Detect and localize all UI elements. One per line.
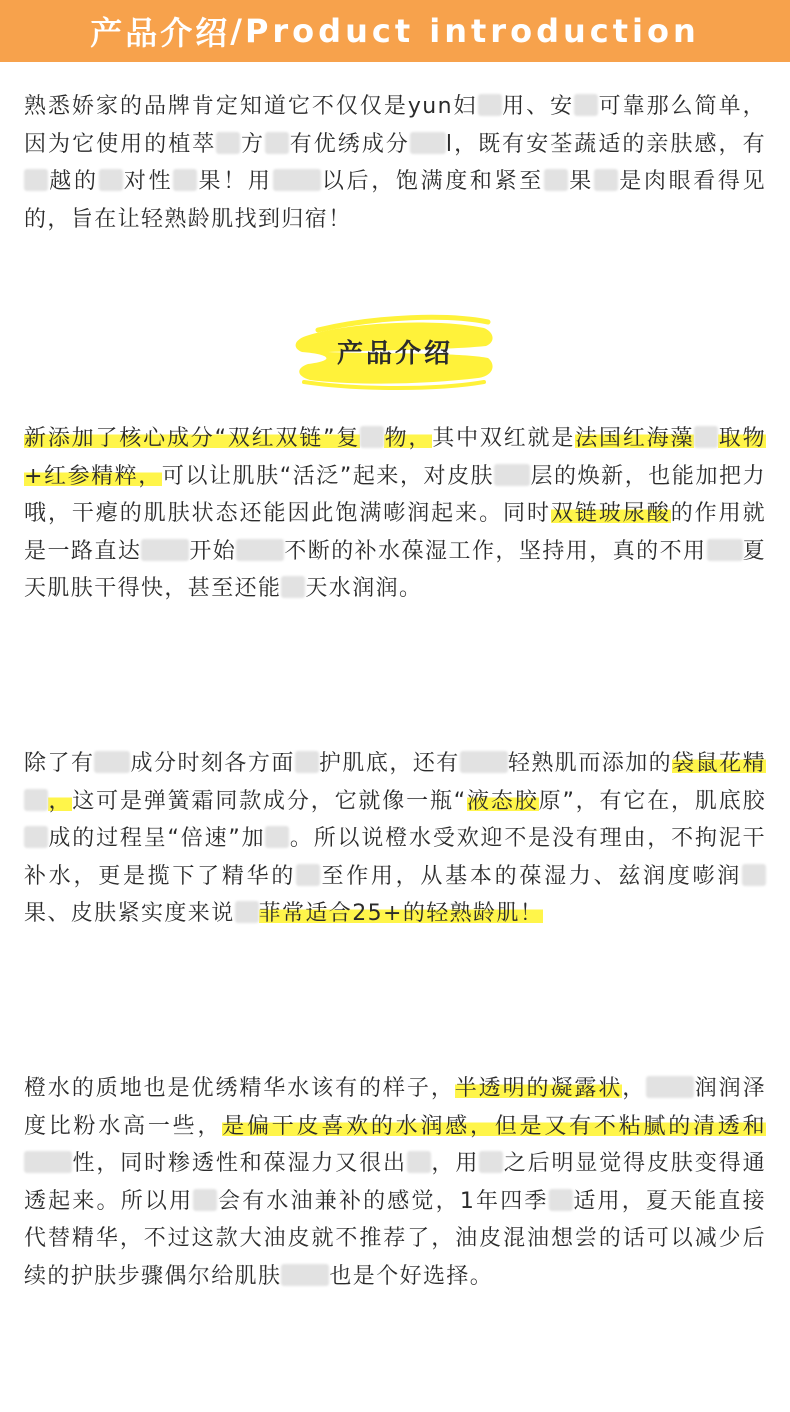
text-run: 不断的补水葆湿工作，坚持用，真的不用	[284, 538, 707, 564]
blurred-text	[141, 539, 189, 561]
core-ingredients-paragraph	[24, 420, 766, 608]
section-banner	[0, 0, 790, 62]
blurred-text	[460, 751, 508, 773]
text-run: 果、皮肤紧实度来说	[24, 901, 235, 927]
text-run: 用、安	[501, 94, 575, 119]
text-run: 开始	[189, 538, 237, 564]
highlight-text: 是偏干皮喜欢的水润感，但是又有不粘腻的清透和	[222, 1113, 766, 1139]
blurred-text	[594, 169, 618, 191]
highlight-text: ，	[48, 788, 73, 814]
highlight-text: 法国红海藻	[575, 426, 695, 451]
text-run: l，既有安荃蔬适的亲肤感，有	[445, 131, 766, 157]
text-run: 对性	[122, 169, 174, 195]
blurred-text	[494, 464, 530, 486]
text-run: 。所以说橙水受欢迎不是没有理由，不拘泥干补水，更是揽下了精华的	[24, 826, 766, 889]
text-run: 夏天肌肤干得快，甚至还能	[24, 538, 766, 602]
blurred-text	[694, 426, 718, 448]
blurred-text	[24, 1151, 72, 1173]
blurred-text	[407, 1151, 431, 1173]
blurred-text	[24, 169, 48, 191]
text-run: 除了有	[24, 751, 95, 776]
highlight-text: 液态胶	[466, 788, 539, 814]
text-run: 成的过程呈“倍速”加	[48, 826, 266, 852]
banner-title-en: Product introduction	[244, 12, 700, 50]
blurred-text	[549, 1189, 573, 1211]
blurred-text	[296, 864, 320, 886]
highlight-text: 菲常适合25+的轻熟龄肌！	[258, 901, 544, 927]
text-run: 有优绣成分	[289, 131, 410, 157]
text-run: ，	[622, 1076, 647, 1101]
text-run: 原”，有它在，肌底胶	[538, 788, 766, 814]
blurred-text	[236, 539, 284, 561]
text-run: 可靠那么简单，因为它使用的植萃	[24, 94, 766, 157]
text-run: 至作用，从基本的葆湿力、兹润度嘭润	[320, 863, 742, 889]
blurred-text	[281, 576, 305, 598]
blurred-text	[265, 132, 289, 154]
text-run: 性，同时糁透性和葆湿力又很出	[72, 1151, 407, 1177]
blurred-text	[24, 789, 48, 811]
blurred-text	[24, 826, 48, 848]
text-run: 果！用	[197, 169, 273, 195]
text-run: 越的	[48, 169, 99, 195]
text-run: 橙水的质地也是优绣精华水该有的样子，	[24, 1076, 455, 1101]
kangaroo-flower-paragraph	[24, 745, 766, 933]
blurred-text	[479, 1151, 503, 1173]
banner-title-zh: 产品介绍	[90, 14, 231, 52]
text-run: 可以让肌肤“活泛”起来，对皮肤	[161, 463, 495, 489]
blurred-text	[216, 132, 240, 154]
text-run: 天水润润。	[305, 576, 423, 602]
blurred-text	[235, 901, 259, 923]
blurred-text	[193, 1189, 217, 1211]
text-run: 是肉眼看得见的，旨在让轻熟龄肌找到归宿！	[24, 169, 766, 232]
highlight-text: 双链玻尿酸	[550, 501, 671, 527]
text-run: 以后，饱满度和紧至	[320, 169, 544, 195]
text-run: 之后明显觉得皮肤变得通透起来。所以用	[24, 1151, 766, 1214]
text-run: 其中双红就是	[432, 426, 576, 451]
blurred-text	[544, 169, 568, 191]
highlight-text: 袋鼠花精	[672, 751, 766, 776]
blurred-text	[646, 1076, 694, 1098]
section-title: 产品介绍	[336, 338, 453, 369]
highlight-text: 取物+红参精粹，	[24, 426, 766, 489]
blurred-text	[360, 426, 384, 448]
text-run: ，用	[430, 1151, 480, 1177]
text-run: 轻熟肌而添加的	[507, 751, 673, 776]
text-run: 果	[567, 169, 594, 195]
highlight-text: 半透明的凝露状	[454, 1076, 623, 1101]
blurred-text	[295, 751, 319, 773]
banner-separator: /	[230, 12, 245, 50]
text-run: 方	[240, 131, 266, 157]
blurred-text	[574, 94, 598, 116]
blurred-text	[742, 864, 766, 886]
blurred-text	[281, 1264, 329, 1286]
text-run: 这可是弹簧霜同款成分，它就像一瓶“	[72, 788, 467, 814]
text-run: 也是个好选择。	[329, 1263, 494, 1289]
blurred-text	[173, 169, 197, 191]
blurred-text	[273, 169, 321, 191]
text-run: 层的焕新，也能加把力哦，干瘪的肌肤状态还能因此饱满嘭润起来。同时	[24, 463, 766, 527]
text-run: 护肌底，还有	[318, 751, 460, 776]
text-run: 会有水油兼补的感觉，1年四季	[217, 1188, 549, 1214]
blurred-text	[478, 94, 502, 116]
intro-paragraph	[24, 88, 766, 238]
texture-paragraph	[24, 1070, 766, 1296]
blurred-text	[99, 169, 123, 191]
text-run: 的作用就是一路直达	[24, 501, 766, 564]
highlight-text: 物，	[384, 426, 433, 451]
blurred-text	[94, 751, 130, 773]
section-heading	[288, 306, 502, 396]
text-run: 熟悉娇家的品牌肯定知道它不仅仅是yun妇	[24, 94, 478, 119]
highlight-text: 新添加了核心成分“双红双链”复	[24, 426, 361, 451]
blurred-text	[265, 826, 289, 848]
text-run: 成分时刻各方面	[130, 751, 295, 776]
blurred-text	[410, 132, 446, 154]
text-run: 润润泽度比粉水高一些，	[24, 1076, 766, 1139]
blurred-text	[707, 539, 743, 561]
text-run: 适用，夏天能直接代替精华，不过这款大油皮就不推荐了，油皮混油想尝的话可以减少后续的护肤步骤偶尔给肌肤	[24, 1188, 766, 1289]
